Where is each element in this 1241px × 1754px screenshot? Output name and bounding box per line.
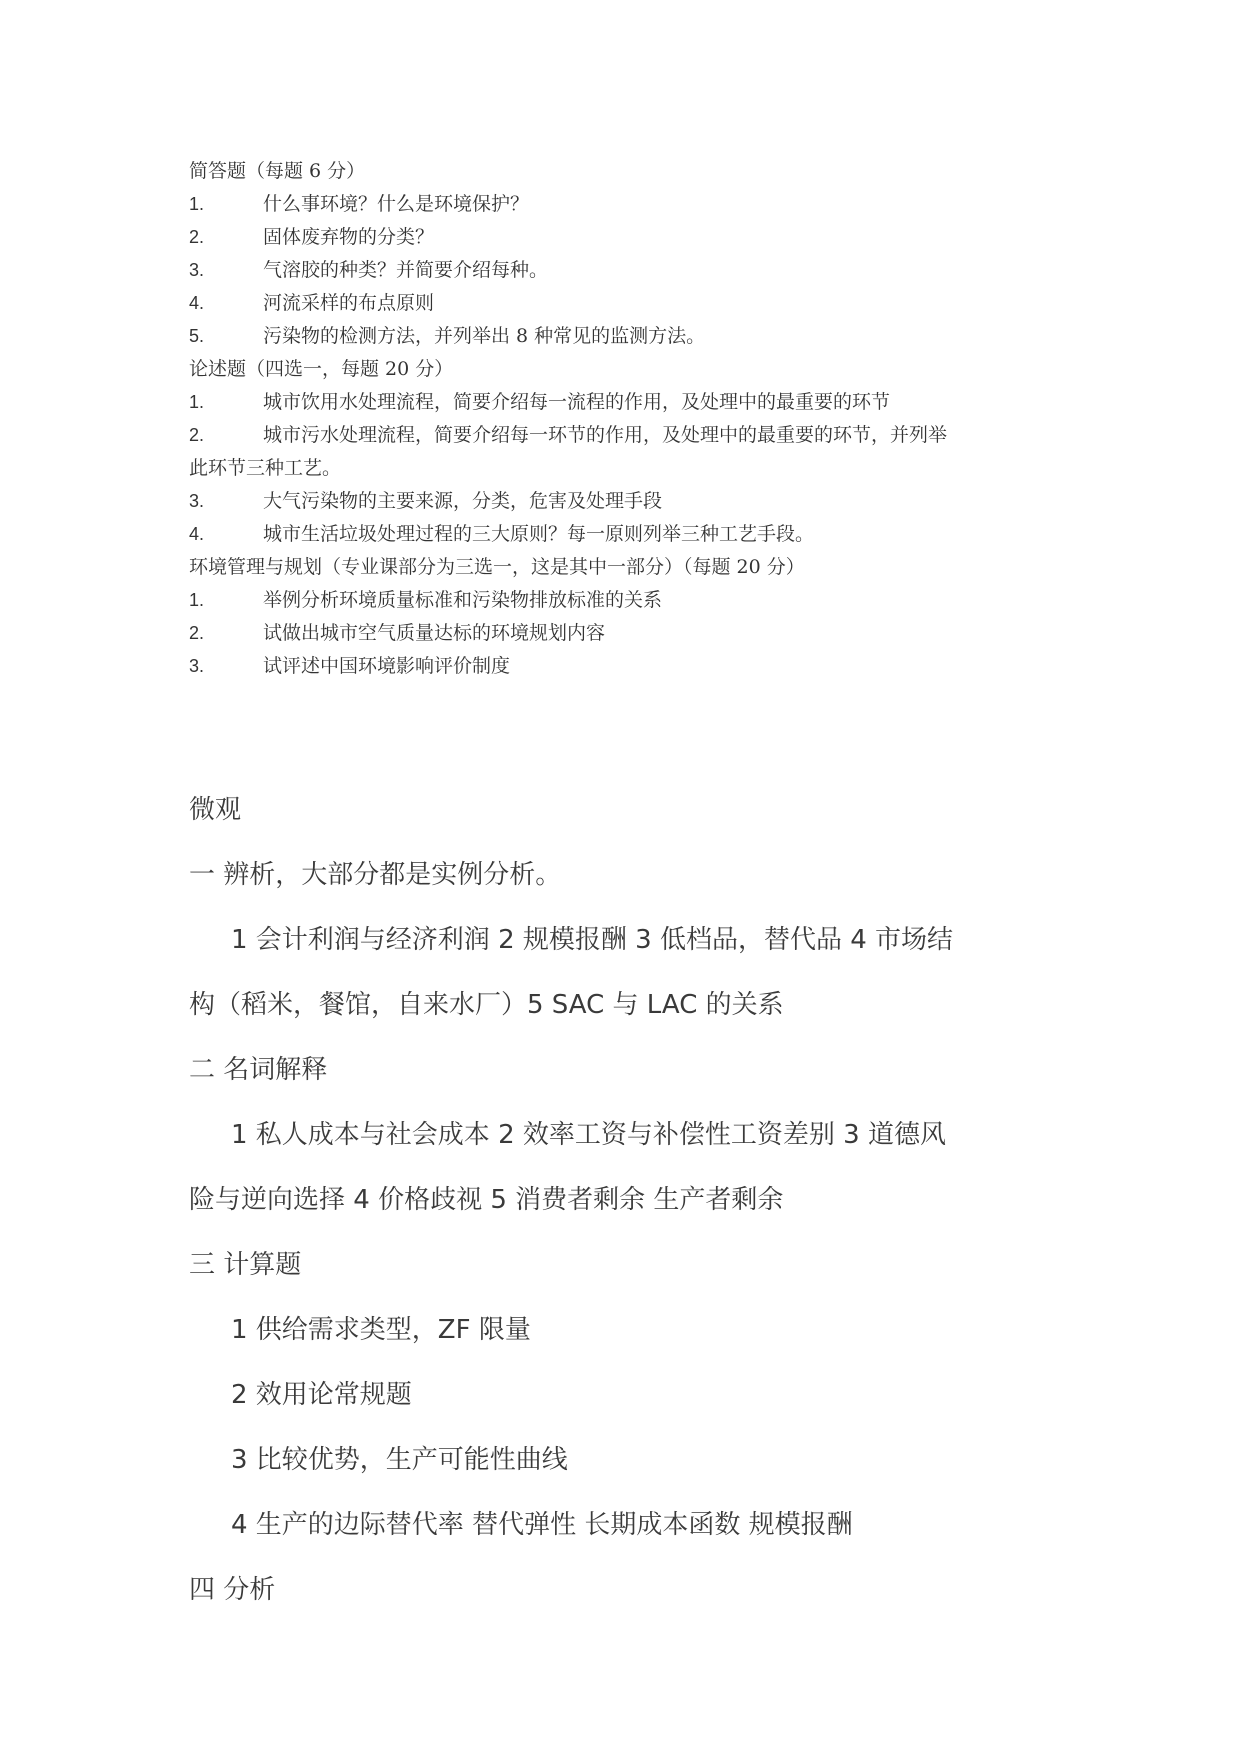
management-heading: 环境管理与规划（专业课部分为三选一，这是其中一部分）（每题 20 分） — [189, 556, 805, 578]
item-number: 2. — [189, 227, 205, 247]
part1-heading: 一 辨析，大部分都是实例分析。 — [189, 860, 562, 890]
item-number: 1. — [189, 194, 205, 214]
item-text: 城市污水处理流程，简要介绍每一环节的作用，及处理中的最重要的环节，并列举 — [263, 424, 948, 446]
item-text: 试做出城市空气质量达标的环境规划内容 — [263, 622, 606, 644]
list-item: 3 比较优势，生产可能性曲线 — [231, 1445, 568, 1475]
item-number: 1. — [189, 590, 205, 610]
part2-line: 险与逆向选择 4 价格歧视 5 消费者剩余 生产者剩余 — [189, 1185, 784, 1215]
essay-heading: 论述题（四选一，每题 20 分） — [189, 358, 454, 380]
item-number: 2. — [189, 623, 205, 643]
environment-exam-section — [189, 155, 1089, 683]
item-number: 2. — [189, 425, 205, 445]
list-item — [189, 485, 1089, 518]
part1-line: 构（稻米，餐馆，自来水厂）5 SAC 与 LAC 的关系 — [189, 990, 784, 1020]
item-text: 大气污染物的主要来源，分类，危害及处理手段 — [263, 490, 663, 512]
item-text: 固体废弃物的分类？ — [263, 226, 435, 248]
item-number: 4. — [189, 293, 205, 313]
item-number: 3. — [189, 260, 205, 280]
list-item: 1 供给需求类型，ZF 限量 — [231, 1315, 531, 1345]
list-item — [189, 419, 1089, 452]
item-text: 试评述中国环境影响评价制度 — [263, 655, 511, 677]
list-item — [189, 518, 1089, 551]
list-item — [189, 386, 1089, 419]
item-text: 河流采样的布点原则 — [263, 292, 435, 314]
item-number: 3. — [189, 656, 205, 676]
item-number: 3. — [189, 491, 205, 511]
section-title: 微观 — [189, 795, 242, 825]
list-item — [189, 584, 1089, 617]
microeconomics-section — [189, 778, 1089, 1623]
item-text: 什么事环境？什么是环境保护？ — [263, 193, 530, 215]
list-item — [189, 320, 1089, 353]
list-item — [189, 287, 1089, 320]
item-text: 城市饮用水处理流程，简要介绍每一流程的作用，及处理中的最重要的环节 — [263, 391, 891, 413]
item-text: 气溶胶的种类？并简要介绍每种。 — [263, 259, 549, 281]
part4-heading: 四 分析 — [189, 1575, 276, 1605]
item-text: 举例分析环境质量标准和污染物排放标准的关系 — [263, 589, 663, 611]
list-item — [189, 221, 1089, 254]
part3-heading: 三 计算题 — [189, 1250, 302, 1280]
item-text: 污染物的检测方法，并列举出 8 种常见的监测方法。 — [263, 325, 706, 347]
item-text: 城市生活垃圾处理过程的三大原则？每一原则列举三种工艺手段。 — [263, 523, 815, 545]
part2-line: 1 私人成本与社会成本 2 效率工资与补偿性工资差别 3 道德风 — [231, 1120, 946, 1150]
list-item: 2 效用论常规题 — [231, 1380, 412, 1410]
item-text-continuation: 此环节三种工艺。 — [189, 457, 342, 479]
list-item — [189, 617, 1089, 650]
item-number: 1. — [189, 392, 205, 412]
short-answer-heading: 简答题（每题 6 分） — [189, 160, 366, 182]
item-number: 5. — [189, 326, 205, 346]
list-item: 4 生产的边际替代率 替代弹性 长期成本函数 规模报酬 — [231, 1510, 853, 1540]
list-item — [189, 188, 1089, 221]
part2-heading: 二 名词解释 — [189, 1055, 328, 1085]
item-number: 4. — [189, 524, 205, 544]
list-item — [189, 650, 1089, 683]
list-item — [189, 254, 1089, 287]
part1-line: 1 会计利润与经济利润 2 规模报酬 3 低档品，替代品 4 市场结 — [231, 925, 954, 955]
